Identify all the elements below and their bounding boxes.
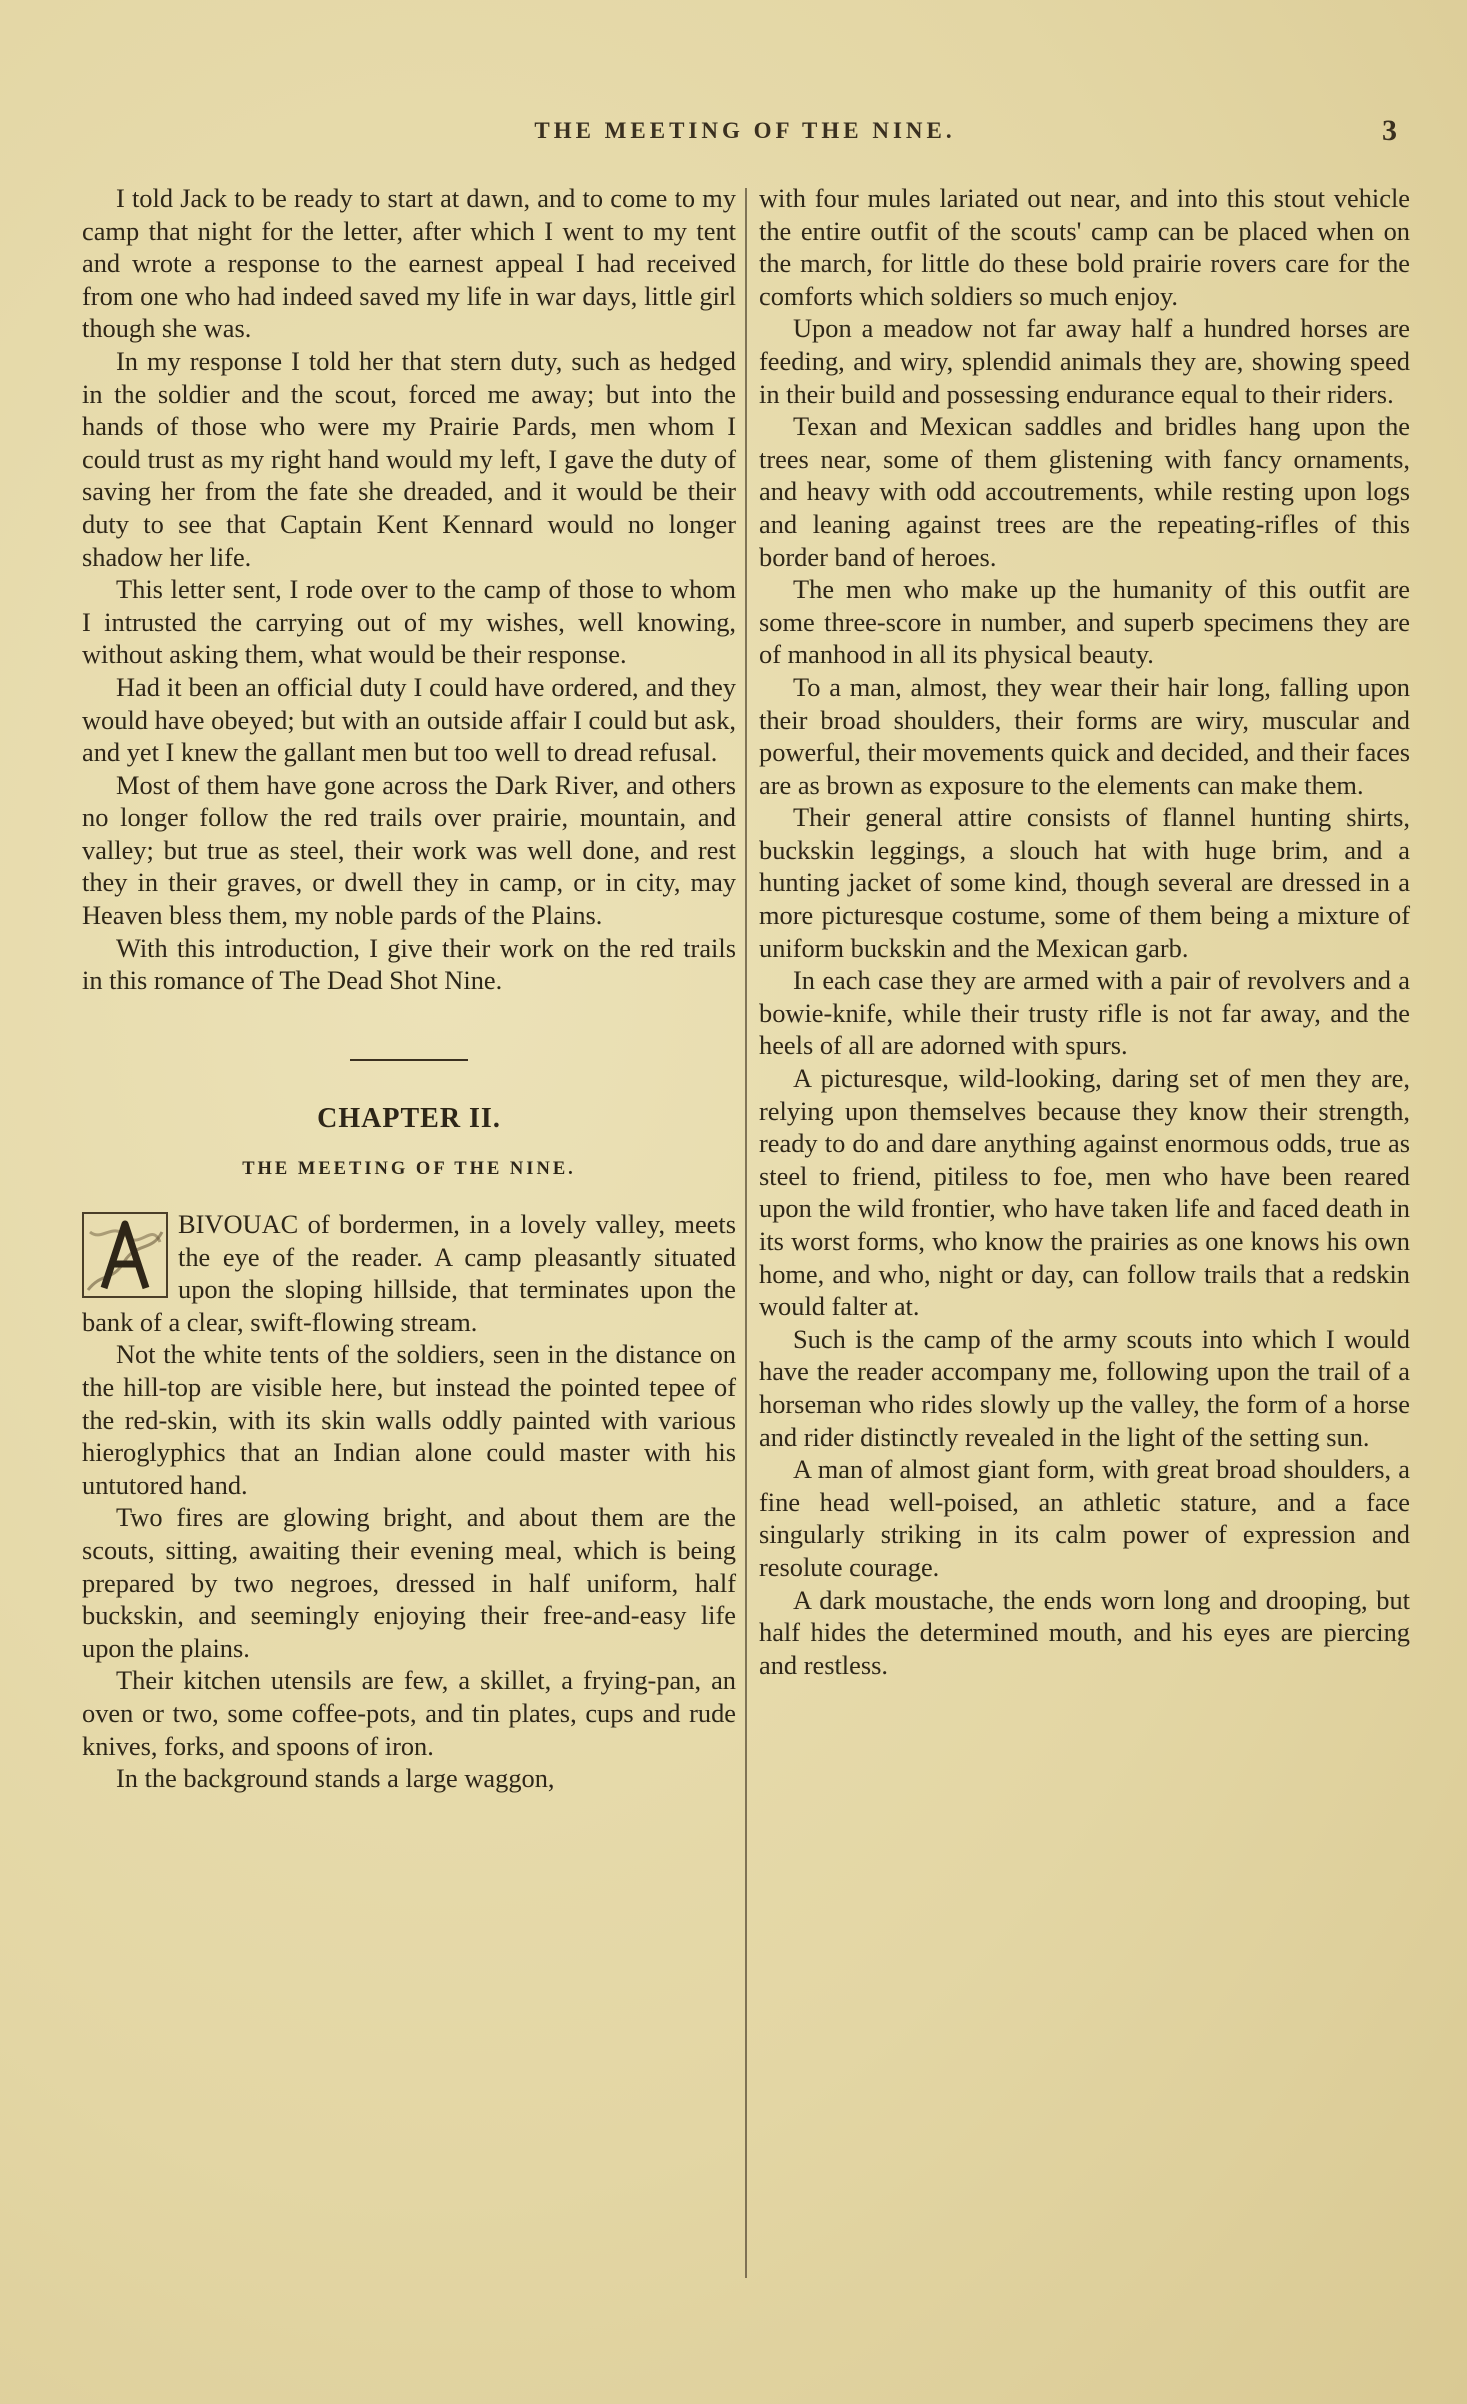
paragraph: A picturesque, wild-looking, daring set of men they are, relying upon themselves because they know their strength, ready to do and dare anything against enormous odds, true as steel to friend, pitiless to foe, men who have been reared upon the wild frontier, who have taken life and faced death in its worst forms, who know the prairies as one knows his own home, and who, night or day, can follow trails that a redskin would falter at. <box>759 1063 1410 1322</box>
paragraph: In each case they are armed with a pair of revolvers and a bowie-knife, while their trusty rifle is not far away, and the heels of all are adorned with spurs. <box>759 965 1410 1061</box>
column-divider <box>745 188 747 2278</box>
paragraph: In the background stands a large waggon, <box>116 1763 555 1794</box>
paragraph: Not the white tents of the soldiers, seen in the distance on the hill-top are visible here, but instead the pointed tepee of the red-skin, with its skin walls oddly painted with various hieroglyphics that an Indian alone could master with his untutored hand. <box>82 1339 736 1500</box>
paragraph: I told Jack to be ready to start at dawn, and to come to my camp that night for the letter, after which I went to my tent and wrote a response to the earnest appeal I had received from one who had indeed saved my life in war days, little girl though she was. <box>82 183 736 344</box>
paragraph: Two fires are glowing bright, and about them are the scouts, sitting, awaiting their evening meal, which is being prepared by two negroes, dressed in half uniform, half buckskin, and seemingly enjoying their free-and-easy life upon the plains. <box>82 1502 736 1663</box>
paragraph: A man of almost giant form, with great broad shoulders, a fine head well-poised, an athletic stature, and a face singularly striking in its calm power of expression and resolute courage. <box>759 1454 1410 1582</box>
paragraph: Upon a meadow not far away half a hundred horses are feeding, and wiry, splendid animals they are, showing speed in their build and possessing endurance equal to their riders. <box>759 313 1410 409</box>
paragraph: Had it been an official duty I could have ordered, and they would have obeyed; but with an outside affair I could but ask, and yet I knew the gallant men but too well to dread refusal. <box>82 671 736 768</box>
paragraph: Texan and Mexican saddles and bridles hang upon the trees near, some of them glistening with fancy ornaments, and heavy with odd accoutrements, while resting upon logs and leaning against trees are the repeating-rifles of this border band of heroes. <box>759 411 1410 572</box>
section-divider <box>350 1059 468 1061</box>
page-header <box>0 114 1467 158</box>
paragraph: Their general attire consists of flannel hunting shirts, buckskin leggings, a slouch hat with huge brim, and a hunting jacket of some kind, though several are dressed in a more picturesque costume, some of them being a mixture of uniform buckskin and the Mexican garb. <box>759 802 1410 963</box>
paragraph: This letter sent, I rode over to the camp of those to whom I intrusted the carrying out of my wishes, well knowing, without asking them, what would be their response. <box>82 574 736 670</box>
paragraph: The men who make up the humanity of this outfit are some three-score in number, and superb specimens they are of manhood in all its physical beauty. <box>759 574 1410 670</box>
paragraph: Most of them have gone across the Dark River, and others no longer follow the red trails over prairie, mountain, and valley; but true as steel, their work was well done, and rest they in their graves, or dwell they in camp, or in city, may Heaven bless them, my noble pards of the Plains. <box>82 769 736 931</box>
left-column <box>82 182 736 1795</box>
paragraph-continuation: with four mules lariated out near, and into this stout vehicle the entire outfit of the scouts' camp can be placed when on the march, for little do these bold prairie rovers care for the comforts which soldiers so much enjoy. <box>759 183 1410 311</box>
paragraph: In my response I told her that stern duty, such as hedged in the soldier and the scout, forced me away; but into the hands of those who were my Prairie Pards, men whom I could trust as my right hand would my left, I gave the duty of saving her from the fate she dreaded, and it would be their duty to see that Captain Kent Kennard would no longer shadow her life. <box>82 345 736 572</box>
chapter-title: CHAPTER II. <box>317 1102 501 1134</box>
page-number: 3 <box>1382 114 1397 147</box>
paragraph: With this introduction, I give their work on the red trails in this romance of The Dead Shot Nine. <box>82 932 736 996</box>
chapter-opening-paragraph <box>82 1208 736 1338</box>
paragraph: Such is the camp of the army scouts into which I would have the reader accompany me, following upon the trail of a horseman who rides slowly up the valley, the form of a horse and rider distinctly revealed in the light of the setting sun. <box>759 1323 1410 1452</box>
running-title: THE MEETING OF THE NINE. <box>534 118 956 143</box>
ornamental-letter-a-icon <box>82 1212 168 1298</box>
right-column <box>759 182 1410 1681</box>
paragraph: To a man, almost, they wear their hair long, falling upon their broad shoulders, their forms are wiry, muscular and powerful, their movements quick and decided, and their faces are as brown as exposure to the elements can make them. <box>759 671 1410 800</box>
paragraph: A dark moustache, the ends worn long and drooping, but half hides the determined mouth, and his eyes are piercing and restless. <box>759 1584 1410 1680</box>
chapter-subtitle: THE MEETING OF THE NINE. <box>242 1159 576 1180</box>
chapter-opening-text: BIVOUAC of bordermen, in a lovely valley, meets the eye of the reader. A camp pleasantly situated upon the sloping hillside, that terminates upon the bank of a clear, swift-flowing stream. <box>82 1209 736 1337</box>
paragraph: Their kitchen utensils are few, a skillet, a frying-pan, an oven or two, some coffee-pots, and tin plates, cups and rude knives, forks, and spoons of iron. <box>82 1665 736 1761</box>
